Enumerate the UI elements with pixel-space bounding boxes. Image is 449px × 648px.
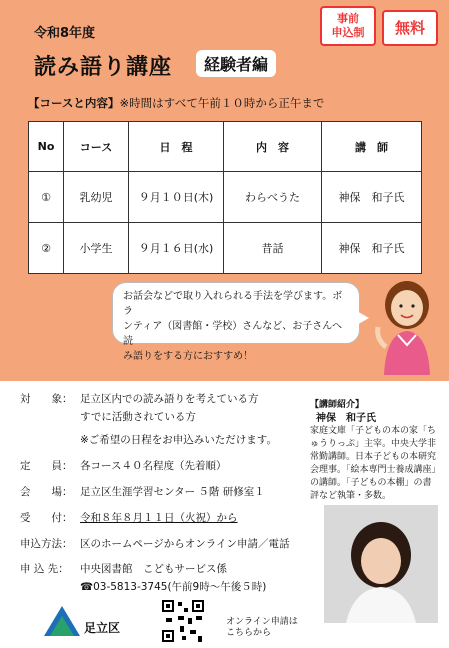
cell-course: 小学生: [64, 223, 129, 274]
badge-reservation-required: 事前 申込制: [320, 6, 376, 46]
cell-no: ①: [29, 172, 64, 223]
schedule-table: [28, 121, 422, 274]
cell-date: ９月１６日(水): [129, 223, 224, 274]
online-application-note: オンライン申請は こちらから: [226, 617, 298, 638]
table-header-row: [29, 122, 422, 172]
teacher-intro: [310, 399, 440, 503]
cell-teacher: 神保 和子氏: [322, 172, 422, 223]
capacity-row: 定 員： 各コース４０名程度（先着順）: [20, 460, 227, 472]
target-line2: すでに活動されている方: [80, 411, 196, 423]
reception-row: 受 付： 令和８年８月１１日（火祝）から: [20, 512, 238, 524]
column-header: 日 程: [129, 122, 224, 172]
teacher-name: 神保 和子氏: [316, 413, 376, 424]
cell-teacher: 神保 和子氏: [322, 223, 422, 274]
column-header: 内 容: [224, 122, 322, 172]
edition-label: 経験者編: [196, 50, 276, 77]
column-header: No: [29, 122, 64, 172]
adachi-logo-icon: [44, 606, 80, 636]
phone-number: ☎03-5813-3745(午前9時～午後５時): [80, 581, 267, 593]
badge-free: 無料: [382, 10, 438, 46]
cell-content: 昔話: [224, 223, 322, 274]
column-header: 講 師: [322, 122, 422, 172]
venue-row: 会 場： 足立区生涯学習センター ５階 研修室１: [20, 486, 265, 498]
method-row: 申込方法： 区のホームページからオンライン申請／電話: [20, 538, 290, 550]
target-row: 対 象： 足立区内での読み語りを考えている方: [20, 393, 259, 405]
course-heading: 【コースと内容】※時間はすべて午前１０時から正午まで: [28, 96, 325, 110]
table-row: [29, 223, 422, 274]
target-note: ※ご希望の日程をお申込みいただけます。: [80, 434, 277, 446]
teacher-photo: [324, 505, 438, 623]
qr-code-icon[interactable]: [160, 598, 206, 644]
speech-bubble: お話会などで取り入れられる手法を学びます。ボラ ンティア（図書館・学校）さんなど、お子さんへ読 み語りをする方におすすめ！: [112, 282, 360, 344]
page-title: 読み語り講座: [34, 55, 173, 80]
bubble-tail: [355, 310, 369, 326]
teacher-bio: 家庭文庫「子どもの本の家「ちゅうりっぷ」主宰。中央大学非常勤講師。日本子どもの本研究会理事。「絵本専門士養成講座」の講師。「子どもの本棚」の書評など執筆・多数。: [310, 426, 437, 501]
table-row: [29, 172, 422, 223]
ward-name: 足立区: [84, 621, 121, 635]
cell-no: ②: [29, 223, 64, 274]
contact-row: 申 込 先： 中央図書館 こどもサービス係: [20, 563, 227, 575]
teacher-intro-heading: 【講師紹介】: [310, 400, 365, 410]
column-header: コース: [64, 122, 129, 172]
cell-course: 乳幼児: [64, 172, 129, 223]
woman-illustration: [372, 275, 442, 375]
year-label: 令和8年度: [34, 26, 96, 41]
cell-date: ９月１０日(木): [129, 172, 224, 223]
cell-content: わらべうた: [224, 172, 322, 223]
